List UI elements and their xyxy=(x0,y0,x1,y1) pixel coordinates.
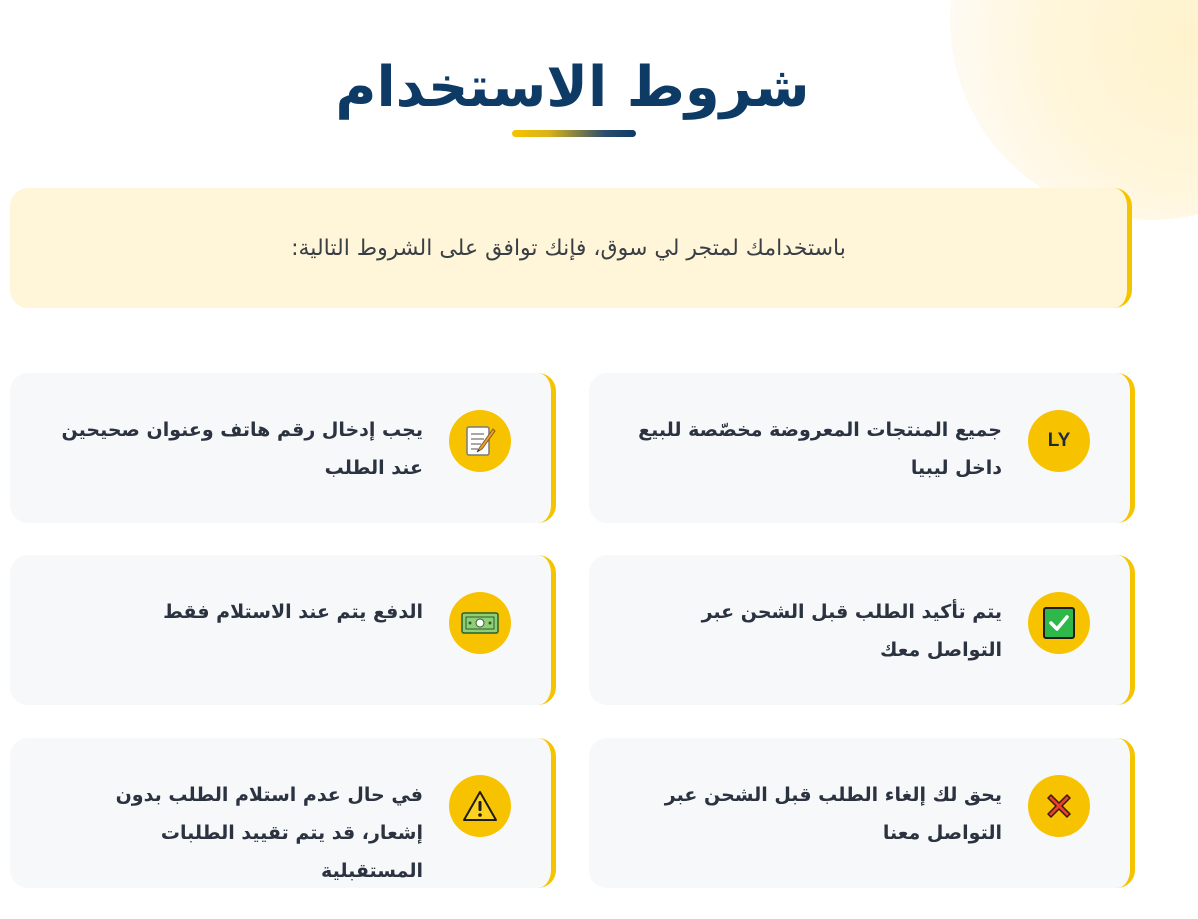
ly-currency-label: LY xyxy=(1047,430,1071,451)
ly-currency-icon xyxy=(1028,410,1090,472)
cross-mark-icon xyxy=(1028,775,1090,837)
memo-icon xyxy=(449,410,511,472)
term-text: يحق لك إلغاء الطلب قبل الشحن عبر التواصل معنا xyxy=(664,784,1002,844)
intro-text: باستخدامك لمتجر لي سوق، فإنك توافق على الشروط التالية: xyxy=(291,235,846,261)
page-title: شروط الاستخدام xyxy=(335,55,810,120)
term-card xyxy=(589,555,1135,705)
term-card xyxy=(10,555,556,705)
warning-icon xyxy=(449,775,511,837)
term-card xyxy=(589,373,1135,523)
intro-box xyxy=(10,188,1132,308)
banknote-icon xyxy=(449,592,511,654)
check-mark-icon xyxy=(1028,592,1090,654)
term-card xyxy=(10,738,556,888)
title-underline xyxy=(512,130,636,137)
term-text: يتم تأكيد الطلب قبل الشحن عبر التواصل معك xyxy=(701,601,1002,661)
term-text: في حال عدم استلام الطلب بدون إشعار، قد يتم تقييد الطلبات المستقبلية xyxy=(115,784,423,882)
term-text: جميع المنتجات المعروضة مخصّصة للبيع داخل ليبيا xyxy=(638,419,1002,479)
term-text: يجب إدخال رقم هاتف وعنوان صحيحين عند الطلب xyxy=(61,419,423,479)
term-text: الدفع يتم عند الاستلام فقط xyxy=(163,601,423,623)
term-card xyxy=(589,738,1135,888)
term-card xyxy=(10,373,556,523)
